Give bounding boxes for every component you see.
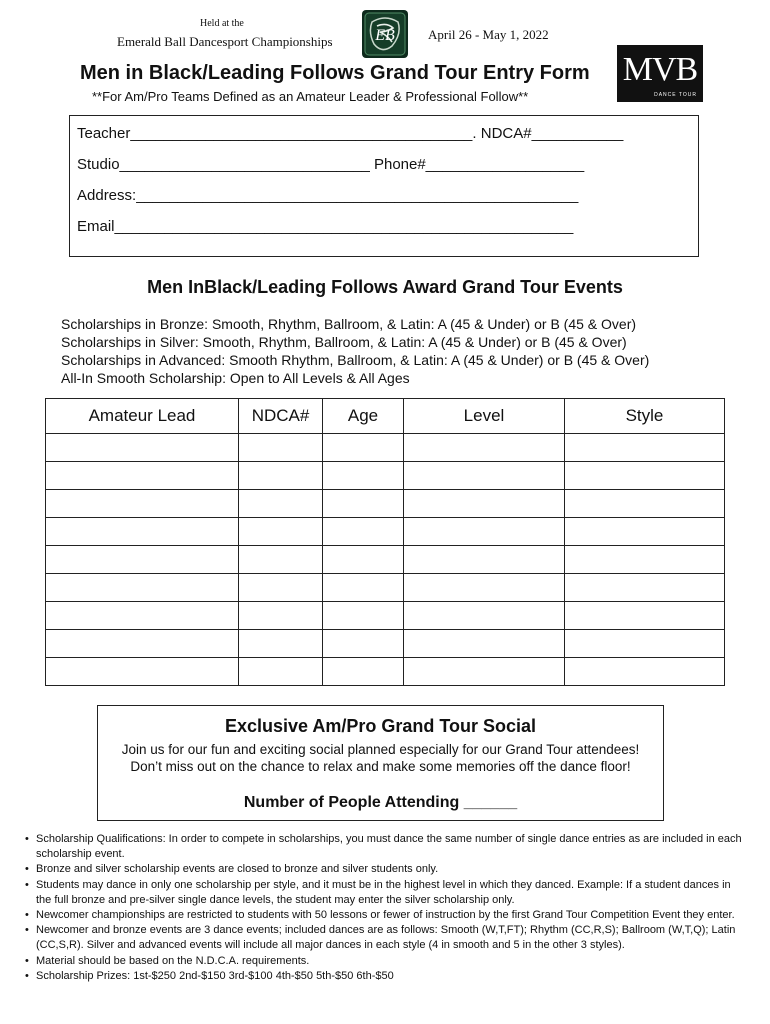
table-row [46,434,725,462]
studio-phone-field[interactable]: Studio______________________________ Phone#___________________ [77,156,585,173]
mvb-dance-tour-logo [617,45,703,102]
column-header-level: Level [404,399,565,434]
mvb-logo-subtitle: DANCE TOUR [654,92,697,98]
table-row [46,658,725,686]
cell-age[interactable] [323,434,404,462]
cell-ndca[interactable] [239,490,323,518]
social-title: Exclusive Am/Pro Grand Tour Social [224,716,537,736]
email-field[interactable]: Email_______________________________________________________ [77,218,574,235]
cell-style[interactable] [565,518,725,546]
cell-amateur-lead[interactable] [46,630,239,658]
table-row [46,490,725,518]
events-heading: Men InBlack/Leading Follows Award Grand Tour Events [147,277,623,297]
emerald-ball-logo [362,10,408,58]
cell-level[interactable] [404,630,565,658]
social-event-box [97,705,664,821]
held-at-label: Held at the [200,18,244,29]
contact-info-box [69,115,699,257]
cell-level[interactable] [404,434,565,462]
cell-age[interactable] [323,518,404,546]
address-field[interactable]: Address:_____________________________________________________ [77,187,579,204]
cell-amateur-lead[interactable] [46,434,239,462]
cell-style[interactable] [565,630,725,658]
cell-style[interactable] [565,462,725,490]
cell-amateur-lead[interactable] [46,602,239,630]
column-header-ndca: NDCA# [239,399,323,434]
column-header-style: Style [565,399,725,434]
social-description-line-1: Join us for our fun and exciting social planned especially for our Grand Tour attendees! [121,742,640,757]
list-item: • Scholarship Prizes: 1st-$250 2nd-$150 3rd-$100 4th-$50 5th-$50 6th-$50 [25,969,745,984]
cell-level[interactable] [404,490,565,518]
table-row [46,546,725,574]
form-title: Men in Black/Leading Follows Grand Tour Entry Form [80,62,590,84]
scholarship-bronze-line: Scholarships in Bronze: Smooth, Rhythm, Ballroom, & Latin: A (45 & Under) or B (45 & Over) [61,316,637,332]
cell-ndca[interactable] [239,546,323,574]
table-row [46,630,725,658]
cell-style[interactable] [565,546,725,574]
cell-style[interactable] [565,574,725,602]
mvb-logo-letters: MVB [622,51,698,88]
cell-ndca[interactable] [239,434,323,462]
people-attending-field[interactable]: Number of People Attending ______ [243,794,518,811]
social-description-line-2: Don’t miss out on the chance to relax and make some memories off the dance floor! [130,759,631,774]
cell-ndca[interactable] [239,630,323,658]
cell-ndca[interactable] [239,602,323,630]
cell-age[interactable] [323,658,404,686]
cell-ndca[interactable] [239,518,323,546]
all-in-smooth-line: All-In Smooth Scholarship: Open to All Levels & All Ages [61,370,410,386]
cell-amateur-lead[interactable] [46,518,239,546]
cell-ndca[interactable] [239,574,323,602]
table-row [46,602,725,630]
list-item: • Newcomer and bronze events are 3 dance events; included dances are as follows: Smooth (W,T,FT); Rhythm (CC,R,S); Ballroom (W,T,Q); Latin (CC,S,R). Silver and advanced events will include all major dances in each style (4 in smooth and 5 in the other 3 styles). [25,923,745,953]
table-row [46,574,725,602]
cell-age[interactable] [323,574,404,602]
scholarship-silver-line: Scholarships in Silver: Smooth, Rhythm, Ballroom, & Latin: A (45 & Under) or B (45 & Over) [61,334,627,350]
column-header-age: Age [323,399,404,434]
cell-level[interactable] [404,462,565,490]
cell-style[interactable] [565,658,725,686]
teacher-ndca-field[interactable]: Teacher_________________________________________. NDCA#___________ [77,125,624,142]
emerald-logo-letters: EB [375,27,395,44]
list-item: • Material should be based on the N.D.C.A. requirements. [25,954,745,969]
venue-name: Emerald Ball Dancesport Championships [117,34,333,49]
table-row [46,518,725,546]
cell-amateur-lead[interactable] [46,490,239,518]
cell-style[interactable] [565,434,725,462]
cell-age[interactable] [323,490,404,518]
column-header-amateur-lead: Amateur Lead [46,399,239,434]
cell-level[interactable] [404,518,565,546]
cell-age[interactable] [323,546,404,574]
cell-age[interactable] [323,462,404,490]
form-subtitle: **For Am/Pro Teams Defined as an Amateur Leader & Professional Follow** [92,89,529,104]
cell-level[interactable] [404,658,565,686]
cell-style[interactable] [565,490,725,518]
table-header-row [46,399,725,434]
cell-age[interactable] [323,602,404,630]
scholarship-advanced-line: Scholarships in Advanced: Smooth Rhythm, Ballroom, & Latin: A (45 & Under) or B (45 & Over) [61,352,650,368]
event-dates: April 26 - May 1, 2022 [428,27,549,42]
cell-style[interactable] [565,602,725,630]
cell-level[interactable] [404,602,565,630]
cell-amateur-lead[interactable] [46,574,239,602]
list-item: • Students may dance in only one scholarship per style, and it must be in the highest level in which they danced. Example: If a student dances in the full bronze and pre-silver single dance levels, the student may enter the silver scholarship only. [25,878,745,908]
list-item: • Bronze and silver scholarship events are closed to bronze and silver students only. [25,862,745,877]
cell-ndca[interactable] [239,462,323,490]
cell-ndca[interactable] [239,658,323,686]
cell-amateur-lead[interactable] [46,546,239,574]
entry-table [45,398,725,686]
cell-amateur-lead[interactable] [46,658,239,686]
list-item: • Scholarship Qualifications: In order to compete in scholarships, you must dance the same number of single dance entries as are included in each scholarship event. [25,832,745,862]
cell-age[interactable] [323,630,404,658]
list-item: • Newcomer championships are restricted to students with 50 lessons or fewer of instruction by the first Grand Tour Competition Event they enter. [25,908,745,923]
cell-level[interactable] [404,546,565,574]
table-row [46,462,725,490]
cell-level[interactable] [404,574,565,602]
rules-list [25,832,745,984]
cell-amateur-lead[interactable] [46,462,239,490]
